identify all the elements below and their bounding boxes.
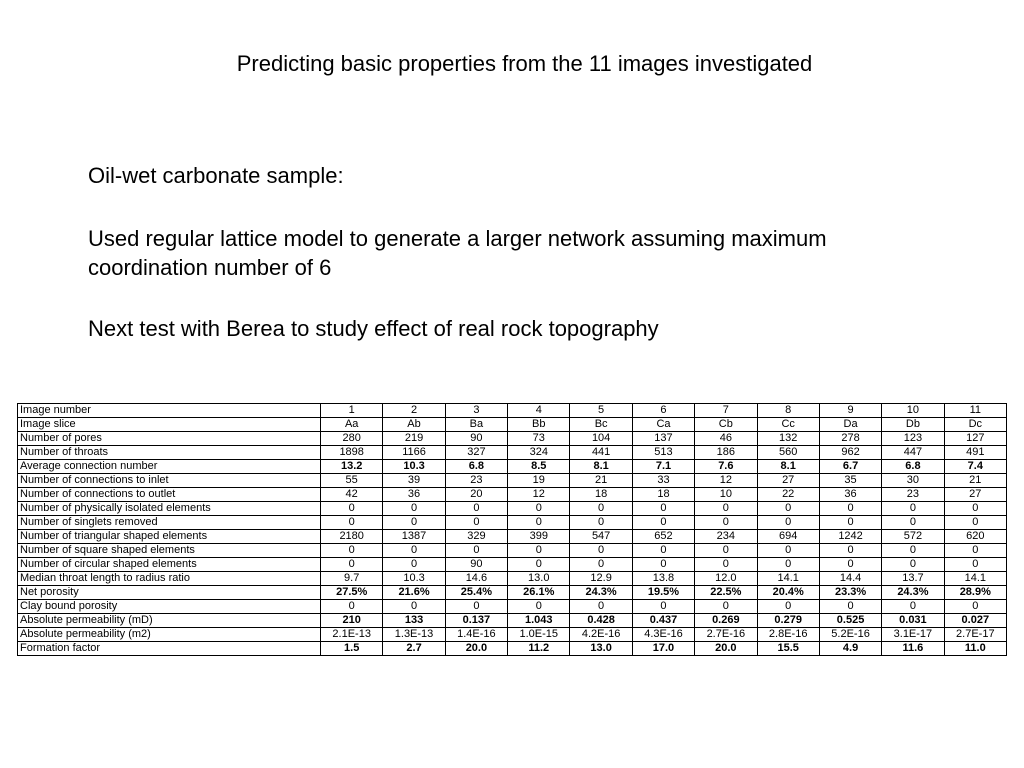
table-cell: 329: [445, 530, 507, 544]
table-cell: 0: [944, 516, 1006, 530]
table-cell: 23: [882, 488, 944, 502]
table-cell: 21: [570, 474, 632, 488]
table-row: [18, 530, 1007, 544]
table-cell: 4.9: [819, 642, 881, 656]
table-row: [18, 558, 1007, 572]
table-cell: 0: [570, 558, 632, 572]
table-cell: 2: [383, 404, 445, 418]
table-cell: Bc: [570, 418, 632, 432]
table-cell: 327: [445, 446, 507, 460]
table-cell: 0: [695, 558, 757, 572]
table-cell: 8.5: [508, 460, 570, 474]
table-cell: 5.2E-16: [819, 628, 881, 642]
table-cell: 441: [570, 446, 632, 460]
table-cell: 9.7: [321, 572, 383, 586]
table-cell: 6: [632, 404, 694, 418]
table-cell: 13.8: [632, 572, 694, 586]
table-cell: 20.0: [695, 642, 757, 656]
table-cell: 0: [508, 558, 570, 572]
table-cell: 0: [445, 502, 507, 516]
table-row: [18, 572, 1007, 586]
table-cell: 19.5%: [632, 586, 694, 600]
table-cell: 0: [944, 544, 1006, 558]
table-cell: 14.1: [944, 572, 1006, 586]
table-cell: Dc: [944, 418, 1006, 432]
table-cell: 0: [321, 516, 383, 530]
table-cell: 0: [819, 516, 881, 530]
table-row: [18, 404, 1007, 418]
table-cell: 0: [570, 544, 632, 558]
table-cell: 133: [383, 614, 445, 628]
table-cell: 652: [632, 530, 694, 544]
row-label: Average connection number: [18, 460, 321, 474]
table-cell: 10.3: [383, 460, 445, 474]
table-cell: 2.8E-16: [757, 628, 819, 642]
table-cell: Cb: [695, 418, 757, 432]
table-row: [18, 432, 1007, 446]
table-cell: 0: [882, 516, 944, 530]
table-row: [18, 600, 1007, 614]
table-cell: Db: [882, 418, 944, 432]
table-cell: 0: [695, 600, 757, 614]
table-cell: 0: [695, 502, 757, 516]
table-cell: 20.0: [445, 642, 507, 656]
table-cell: 0: [570, 600, 632, 614]
row-label: Formation factor: [18, 642, 321, 656]
table-cell: 15.5: [757, 642, 819, 656]
table-cell: 210: [321, 614, 383, 628]
table-cell: Ab: [383, 418, 445, 432]
table-cell: 18: [570, 488, 632, 502]
table-cell: 0: [383, 502, 445, 516]
table-cell: 6.8: [445, 460, 507, 474]
table-cell: 0: [944, 502, 1006, 516]
table-cell: 137: [632, 432, 694, 446]
properties-table-body: [18, 404, 1007, 656]
table-cell: Aa: [321, 418, 383, 432]
table-cell: 6.8: [882, 460, 944, 474]
table-cell: 6.7: [819, 460, 881, 474]
table-cell: 0.437: [632, 614, 694, 628]
table-cell: 19: [508, 474, 570, 488]
table-cell: 90: [445, 558, 507, 572]
table-cell: 13.0: [570, 642, 632, 656]
table-cell: 0: [383, 544, 445, 558]
table-cell: 18: [632, 488, 694, 502]
table-cell: 0: [445, 600, 507, 614]
table-cell: 2180: [321, 530, 383, 544]
table-row: [18, 516, 1007, 530]
table-cell: 962: [819, 446, 881, 460]
table-cell: 46: [695, 432, 757, 446]
table-cell: 20.4%: [757, 586, 819, 600]
table-cell: 7.4: [944, 460, 1006, 474]
row-label: Image slice: [18, 418, 321, 432]
table-cell: 1.4E-16: [445, 628, 507, 642]
table-cell: 36: [819, 488, 881, 502]
table-cell: 22.5%: [695, 586, 757, 600]
table-cell: 1387: [383, 530, 445, 544]
table-cell: 0: [757, 516, 819, 530]
table-cell: 30: [882, 474, 944, 488]
table-cell: 2.7E-17: [944, 628, 1006, 642]
table-cell: 0: [570, 516, 632, 530]
table-cell: 10.3: [383, 572, 445, 586]
table-cell: 186: [695, 446, 757, 460]
table-cell: 132: [757, 432, 819, 446]
table-cell: 0.525: [819, 614, 881, 628]
table-cell: 2.1E-13: [321, 628, 383, 642]
row-label: Net porosity: [18, 586, 321, 600]
row-label: Image number: [18, 404, 321, 418]
table-cell: 1.043: [508, 614, 570, 628]
table-cell: 26.1%: [508, 586, 570, 600]
table-cell: 7.6: [695, 460, 757, 474]
table-cell: 1898: [321, 446, 383, 460]
table-cell: 4.2E-16: [570, 628, 632, 642]
table-cell: 0: [819, 558, 881, 572]
table-cell: 278: [819, 432, 881, 446]
table-cell: 12: [695, 474, 757, 488]
table-cell: 280: [321, 432, 383, 446]
table-cell: 0: [508, 544, 570, 558]
table-row: [18, 460, 1007, 474]
table-cell: 0.137: [445, 614, 507, 628]
table-cell: 1242: [819, 530, 881, 544]
row-label: Number of square shaped elements: [18, 544, 321, 558]
next-test-paragraph: Next test with Berea to study effect of real rock topography: [88, 316, 659, 341]
table-cell: 0: [819, 502, 881, 516]
table-cell: 1166: [383, 446, 445, 460]
table-cell: 10: [882, 404, 944, 418]
table-cell: 9: [819, 404, 881, 418]
row-label: Number of triangular shaped elements: [18, 530, 321, 544]
table-cell: 0: [321, 558, 383, 572]
table-cell: 0: [321, 502, 383, 516]
table-cell: 0.031: [882, 614, 944, 628]
row-label: Median throat length to radius ratio: [18, 572, 321, 586]
table-cell: 0.269: [695, 614, 757, 628]
table-row: [18, 488, 1007, 502]
table-cell: 36: [383, 488, 445, 502]
table-cell: 39: [383, 474, 445, 488]
table-cell: 0: [383, 558, 445, 572]
table-cell: 8.1: [570, 460, 632, 474]
table-cell: 11: [944, 404, 1006, 418]
table-cell: 23: [445, 474, 507, 488]
table-cell: 123: [882, 432, 944, 446]
table-cell: 0: [757, 502, 819, 516]
table-cell: 0: [445, 544, 507, 558]
table-row: [18, 642, 1007, 656]
properties-table: [17, 403, 1007, 656]
table-cell: 21: [944, 474, 1006, 488]
table-row: [18, 418, 1007, 432]
table-cell: 127: [944, 432, 1006, 446]
table-cell: 0: [508, 600, 570, 614]
table-cell: 0: [321, 544, 383, 558]
row-label: Number of throats: [18, 446, 321, 460]
table-row: [18, 544, 1007, 558]
table-cell: 14.4: [819, 572, 881, 586]
table-cell: 560: [757, 446, 819, 460]
table-row: [18, 446, 1007, 460]
table-row: [18, 586, 1007, 600]
row-label: Number of pores: [18, 432, 321, 446]
table-cell: 11.6: [882, 642, 944, 656]
table-cell: 1.0E-15: [508, 628, 570, 642]
table-cell: 7.1: [632, 460, 694, 474]
table-cell: 0: [383, 600, 445, 614]
table-cell: 14.6: [445, 572, 507, 586]
table-cell: 12.9: [570, 572, 632, 586]
table-cell: 0: [508, 502, 570, 516]
table-row: [18, 628, 1007, 642]
row-label: Number of singlets removed: [18, 516, 321, 530]
table-cell: 0: [757, 558, 819, 572]
table-cell: 0.027: [944, 614, 1006, 628]
table-cell: 0: [882, 558, 944, 572]
table-cell: 0: [819, 544, 881, 558]
table-cell: 0: [757, 544, 819, 558]
row-label: Absolute permeability (mD): [18, 614, 321, 628]
table-cell: 7: [695, 404, 757, 418]
table-row: [18, 614, 1007, 628]
table-cell: 0: [508, 516, 570, 530]
table-cell: 0: [570, 502, 632, 516]
table-cell: 0: [882, 600, 944, 614]
table-cell: 11.0: [944, 642, 1006, 656]
table-cell: 13.2: [321, 460, 383, 474]
table-cell: 0: [321, 600, 383, 614]
table-cell: 42: [321, 488, 383, 502]
table-cell: 35: [819, 474, 881, 488]
table-cell: 104: [570, 432, 632, 446]
table-cell: 4.3E-16: [632, 628, 694, 642]
table-cell: 27.5%: [321, 586, 383, 600]
table-cell: 73: [508, 432, 570, 446]
table-cell: 2.7: [383, 642, 445, 656]
table-cell: 620: [944, 530, 1006, 544]
table-cell: 8: [757, 404, 819, 418]
table-cell: 0: [757, 600, 819, 614]
table-cell: 1: [321, 404, 383, 418]
table-cell: 22: [757, 488, 819, 502]
table-cell: 55: [321, 474, 383, 488]
table-cell: 1.3E-13: [383, 628, 445, 642]
table-cell: 234: [695, 530, 757, 544]
table-cell: Da: [819, 418, 881, 432]
table-cell: 5: [570, 404, 632, 418]
table-cell: 2.7E-16: [695, 628, 757, 642]
row-label: Number of connections to outlet: [18, 488, 321, 502]
table-row: [18, 502, 1007, 516]
table-cell: 24.3%: [882, 586, 944, 600]
table-cell: Ba: [445, 418, 507, 432]
table-cell: 0: [695, 544, 757, 558]
table-cell: 0: [383, 516, 445, 530]
table-cell: 23.3%: [819, 586, 881, 600]
table-cell: 0: [944, 558, 1006, 572]
table-cell: 399: [508, 530, 570, 544]
table-cell: 10: [695, 488, 757, 502]
table-cell: 1.5: [321, 642, 383, 656]
table-cell: 0: [632, 516, 694, 530]
table-cell: 27: [757, 474, 819, 488]
table-cell: 0: [632, 558, 694, 572]
table-cell: 28.9%: [944, 586, 1006, 600]
table-cell: 11.2: [508, 642, 570, 656]
table-cell: 0: [632, 544, 694, 558]
table-cell: 25.4%: [445, 586, 507, 600]
table-cell: 90: [445, 432, 507, 446]
table-cell: 324: [508, 446, 570, 460]
row-label: Number of connections to inlet: [18, 474, 321, 488]
table-cell: 572: [882, 530, 944, 544]
table-cell: 17.0: [632, 642, 694, 656]
row-label: Number of physically isolated elements: [18, 502, 321, 516]
table-cell: 13.0: [508, 572, 570, 586]
table-cell: 0.279: [757, 614, 819, 628]
row-label: Clay bound porosity: [18, 600, 321, 614]
table-cell: 3: [445, 404, 507, 418]
table-cell: Ca: [632, 418, 694, 432]
table-cell: 219: [383, 432, 445, 446]
slide-title: Predicting basic properties from the 11 images investigated: [236, 51, 813, 76]
table-cell: 12.0: [695, 572, 757, 586]
table-cell: 3.1E-17: [882, 628, 944, 642]
table-row: [18, 474, 1007, 488]
table-cell: 12: [508, 488, 570, 502]
table-cell: 0: [445, 516, 507, 530]
table-cell: 4: [508, 404, 570, 418]
table-cell: 14.1: [757, 572, 819, 586]
table-cell: Cc: [757, 418, 819, 432]
table-cell: 0: [944, 600, 1006, 614]
table-cell: 21.6%: [383, 586, 445, 600]
table-cell: 27: [944, 488, 1006, 502]
table-cell: 8.1: [757, 460, 819, 474]
table-cell: 33: [632, 474, 694, 488]
table-cell: 0: [632, 600, 694, 614]
table-cell: 0: [882, 502, 944, 516]
row-label: Number of circular shaped elements: [18, 558, 321, 572]
table-cell: 0: [632, 502, 694, 516]
table-cell: 447: [882, 446, 944, 460]
table-cell: 0.428: [570, 614, 632, 628]
sample-heading: Oil-wet carbonate sample:: [88, 163, 344, 188]
table-cell: 13.7: [882, 572, 944, 586]
table-cell: 0: [882, 544, 944, 558]
row-label: Absolute permeability (m2): [18, 628, 321, 642]
table-cell: 513: [632, 446, 694, 460]
table-cell: 0: [695, 516, 757, 530]
table-cell: 547: [570, 530, 632, 544]
table-cell: Bb: [508, 418, 570, 432]
table-cell: 0: [819, 600, 881, 614]
table-cell: 20: [445, 488, 507, 502]
lattice-paragraph: Used regular lattice model to generate a larger network assuming maximum coordination number of 6: [88, 226, 827, 280]
table-cell: 24.3%: [570, 586, 632, 600]
table-cell: 491: [944, 446, 1006, 460]
table-cell: 694: [757, 530, 819, 544]
